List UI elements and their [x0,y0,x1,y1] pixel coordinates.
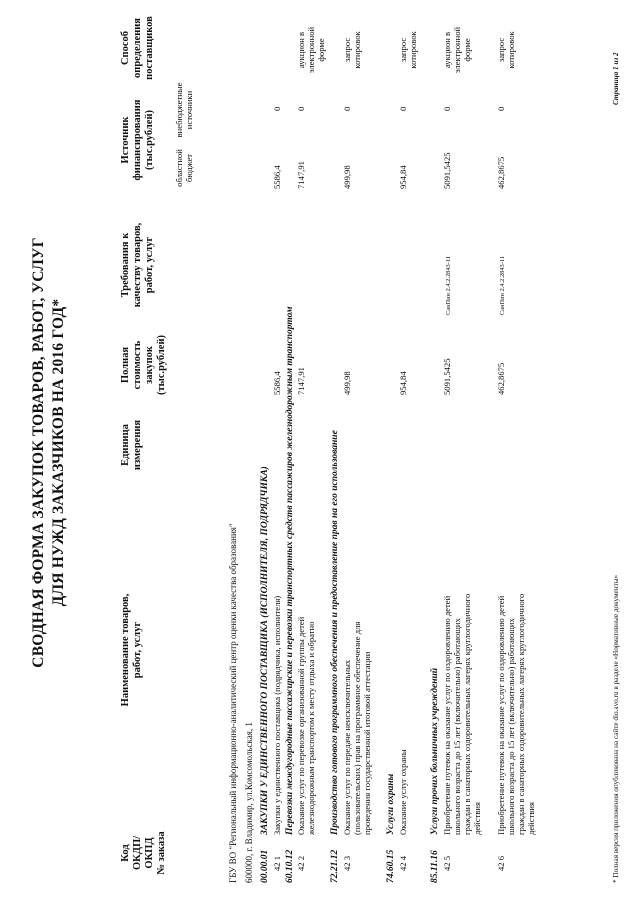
row-requirements: СанПин 2.4.2.2843-11 [445,255,452,315]
org-name: ГБУ ВО "Региональный информационно-аналитический центр оценки качества образования" [228,523,238,883]
header-name: Наименование товаров, работ, услуг [120,593,143,707]
section-title: Перевозки междугородные пассажирские и перевозки транспортных средств пассажиров железнодорожным транспортом [285,306,295,835]
row-number: 42 2 [296,855,306,871]
row-name: Приобретение путевок на оказание услуг по оздоровлению детей школьного возраста до 15 лет (включительно) работающих граждан в санаторных оздоровительных лагерях круглогодичного действия [496,593,536,835]
row-name: Оказание услуг по передаче неисключительных (пользовательских) прав на программное обеспечение для проведения государственной итоговой аттестации [342,621,372,835]
footnote: * Полная версия приложения опубликована на сайте dio.avo.ru в разделе «Нормативные документы» [612,574,620,883]
row-extrabudget: 0 [442,106,452,111]
header-extrabudget: внебюджетные источники [174,82,194,138]
row-name: Оказание услуг охраны [398,749,408,835]
row-name: Приобретение путевок на оказание услуг по оздоровлению детей школьного возраста до 15 лет (включительно) работающих граждан в санаторных оздоровительных лагерях круглогодичного действия [442,593,482,835]
row-number: 42 6 [496,855,506,871]
row-budget: 7147,91 [296,161,306,189]
title-line-2: ДЛЯ НУЖД ЗАКАЗЧИКОВ НА 2016 ГОД* [50,298,67,607]
row-cost: 462,8675 [496,362,506,395]
row-requirements: СанПин 2.4.2.2843-11 [499,255,506,315]
section-code: 74.60.15 [386,849,396,883]
header-cost: Полная стоимость закупок (тыс.рублей) [120,334,167,396]
row-method: запрос котировок [398,31,418,69]
row-cost: 954,84 [398,371,408,395]
row-extrabudget: 0 [342,106,352,111]
row-budget: 5586,4 [272,165,282,189]
row-budget: 954,84 [398,165,408,189]
section-code: 72.21.12 [330,849,340,883]
row-name: Закупки у единственного поставщика (подрядчика, исполнителя) [272,595,282,835]
row-extrabudget: 0 [398,106,408,111]
section-title: Услуги прочих больничных учреждений [430,667,440,835]
row-method: запрос котировок [342,31,362,69]
header-code: Код ОКДП/ ОКПД № заказа [120,831,167,875]
row-cost: 5091,5425 [442,358,452,395]
row-number: 42 5 [442,855,452,871]
row-cost: 499,98 [342,371,352,395]
section-code: 00.00.01 [260,849,270,883]
row-number: 42 1 [272,855,282,871]
row-budget: 5091,5425 [442,152,452,189]
section-code: 85.11.16 [430,850,440,883]
row-method: аукцион в электронной форме [442,26,472,74]
row-extrabudget: 0 [296,106,306,111]
row-budget: 462,8675 [496,156,506,189]
header-unit: Единица измерения [120,419,143,471]
org-address: 600000, г. Владимир, ул.Комсомольская, 1 [244,722,254,883]
title-line-1: СВОДНАЯ ФОРМА ЗАКУПОК ТОВАРОВ, РАБОТ, УСЛУГ [30,237,47,668]
section-title: Услуги охраны [386,773,396,835]
row-method: запрос котировок [496,31,516,69]
row-name: Оказание услуг по перевозке организованной группы детей железнодорожным транспортом к месту отдыха и обратно [296,616,316,835]
header-method: Способ определения поставщиков [120,16,155,80]
row-method: аукцион в электронной форме [296,26,326,74]
row-budget: 499,98 [342,165,352,189]
section-code: 60.10.12 [285,849,295,883]
row-extrabudget: 0 [272,106,282,111]
page-label: Страница 1 из 2 [612,52,620,105]
row-cost: 7147,91 [296,367,306,395]
header-regional-budget: областной бюджет [174,149,194,187]
section-title: Производство готового программного обеспечения и предоставление прав на его использование [330,430,340,835]
section-title: ЗАКУПКИ У ЕДИНСТВЕННОГО ПОСТАВЩИКА (ИСПОЛНИТЕЛЯ, ПОДРЯДЧИКА) [260,466,270,835]
header-requirements: Требования к качеству товаров, работ, услуг [120,222,155,308]
row-number: 42 4 [398,855,408,871]
header-funding-source: Источник финансирования (тыс.рублей) [120,99,155,181]
row-extrabudget: 0 [496,106,506,111]
row-number: 42 3 [342,855,352,871]
row-cost: 5586,4 [272,371,282,395]
